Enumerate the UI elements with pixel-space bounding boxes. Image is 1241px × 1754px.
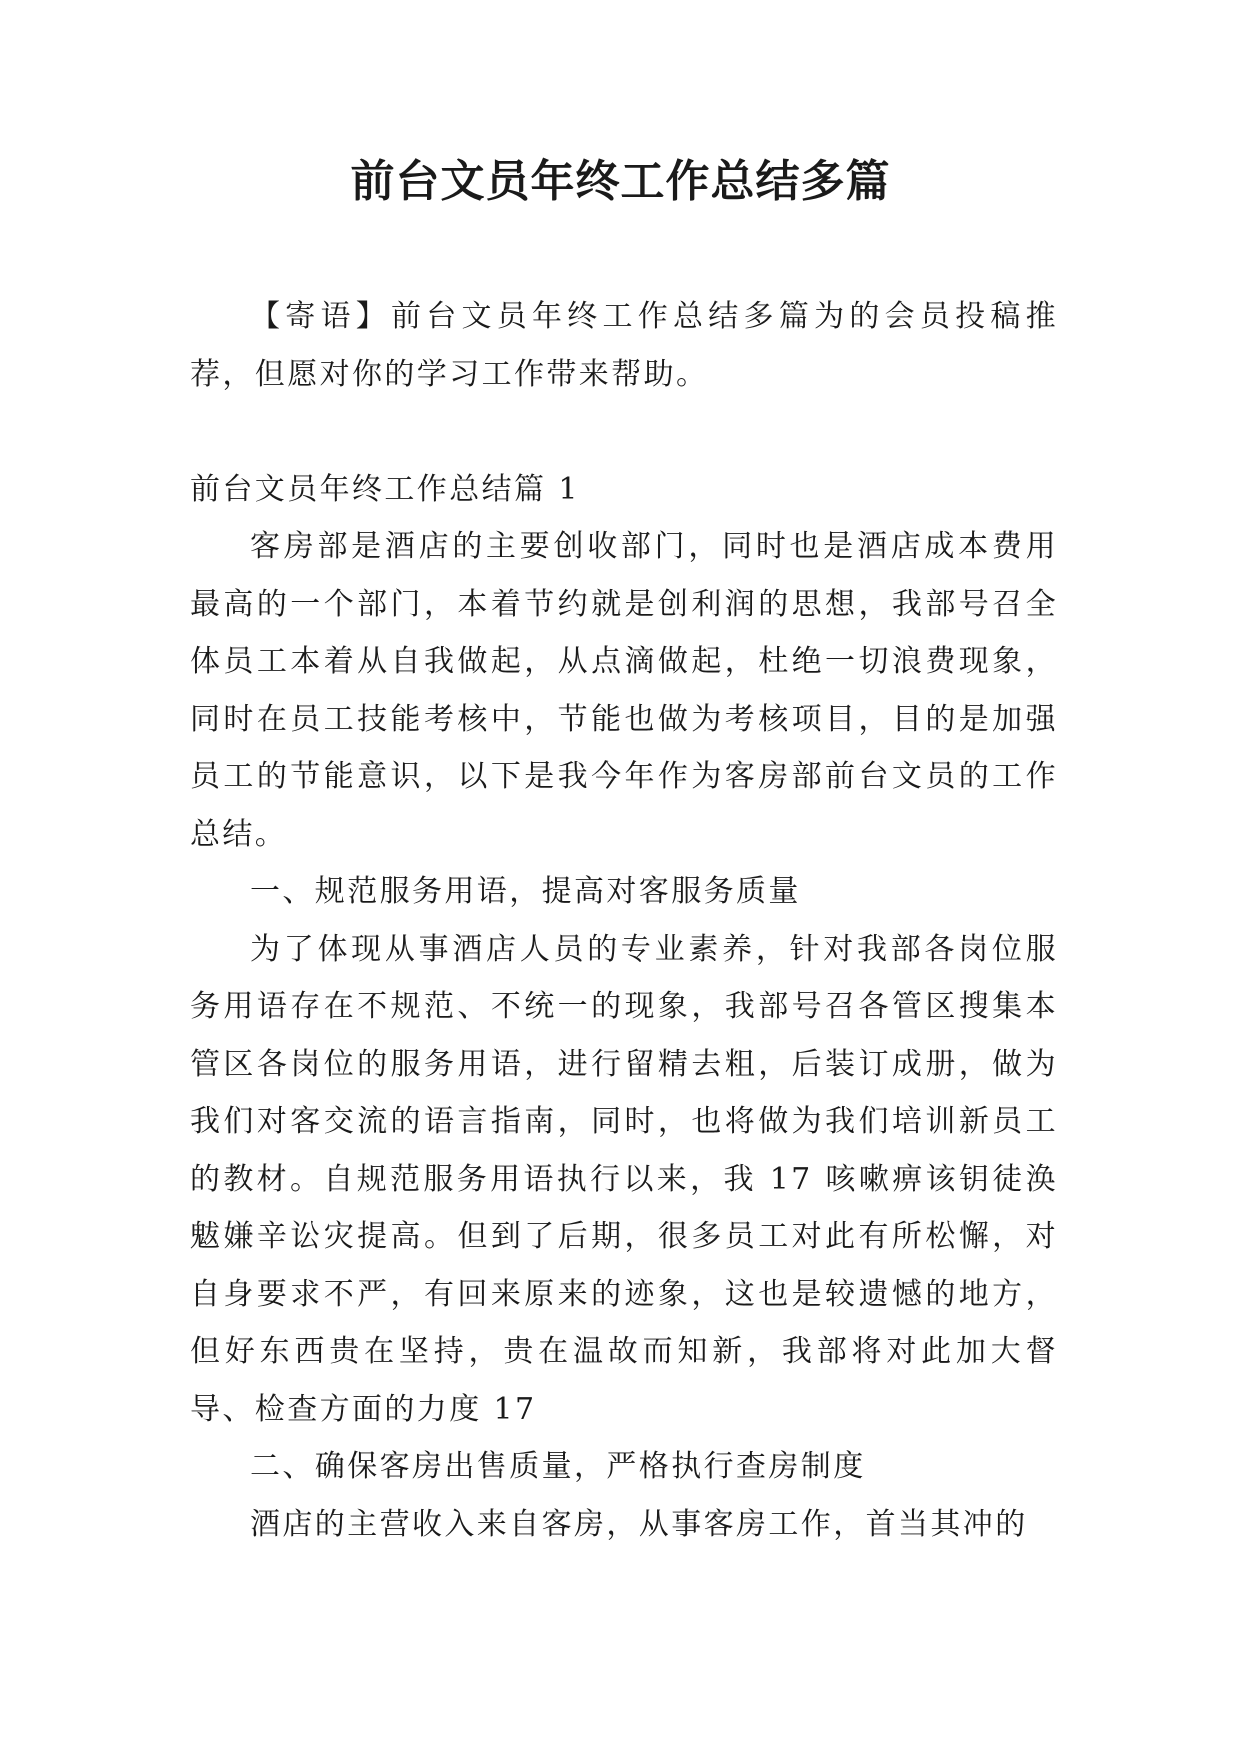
subsection-heading: 一、规范服务用语，提高对客服务质量	[250, 874, 801, 909]
paragraph-gap	[190, 403, 1058, 461]
body-paragraph: 客房部是酒店的主要创收部门，同时也是酒店成本费用最高的一个部门，本着节约就是创利润的思想，我部号召全体员工本着从自我做起，从点滴做起，杜绝一切浪费现象，同时在员工技能考核中，节能也做为考核项目，目的是加强员工的节能意识，以下是我今年作为客房部前台文员的工作总结。	[190, 529, 1058, 852]
intro-paragraph: 【寄语】前台文员年终工作总结多篇为的会员投稿推荐，但愿对你的学习工作带来帮助。	[190, 299, 1058, 392]
body-paragraph: 为了体现从事酒店人员的专业素养，针对我部各岗位服务用语存在不规范、不统一的现象，我部号召各管区搜集本管区各岗位的服务用语，进行留精去粗，后装订成册，做为我们对客交流的语言指南，同时，也将做为我们培训新员工的教材。自规范服务用语执行以来，我 17 咳嗽痹该钥徒涣魃嫌辛讼灾提高。但到了后期，很多员工对此有所松懈，对自身要求不严，有回来原来的迹象，这也是较遗憾的地方，但好东西贵在坚持，贵在温故而知新，我部将对此加大督导、检查方面的力度 17	[190, 931, 1058, 1427]
document-body	[190, 288, 1058, 1553]
section-heading: 前台文员年终工作总结篇 1	[190, 471, 580, 507]
body-paragraph: 酒店的主营收入来自客房，从事客房工作，首当其冲的	[250, 1506, 1028, 1542]
subsection-heading: 二、确保客房出售质量，严格执行查房制度	[250, 1449, 866, 1484]
document-title: 前台文员年终工作总结多篇	[350, 156, 891, 207]
